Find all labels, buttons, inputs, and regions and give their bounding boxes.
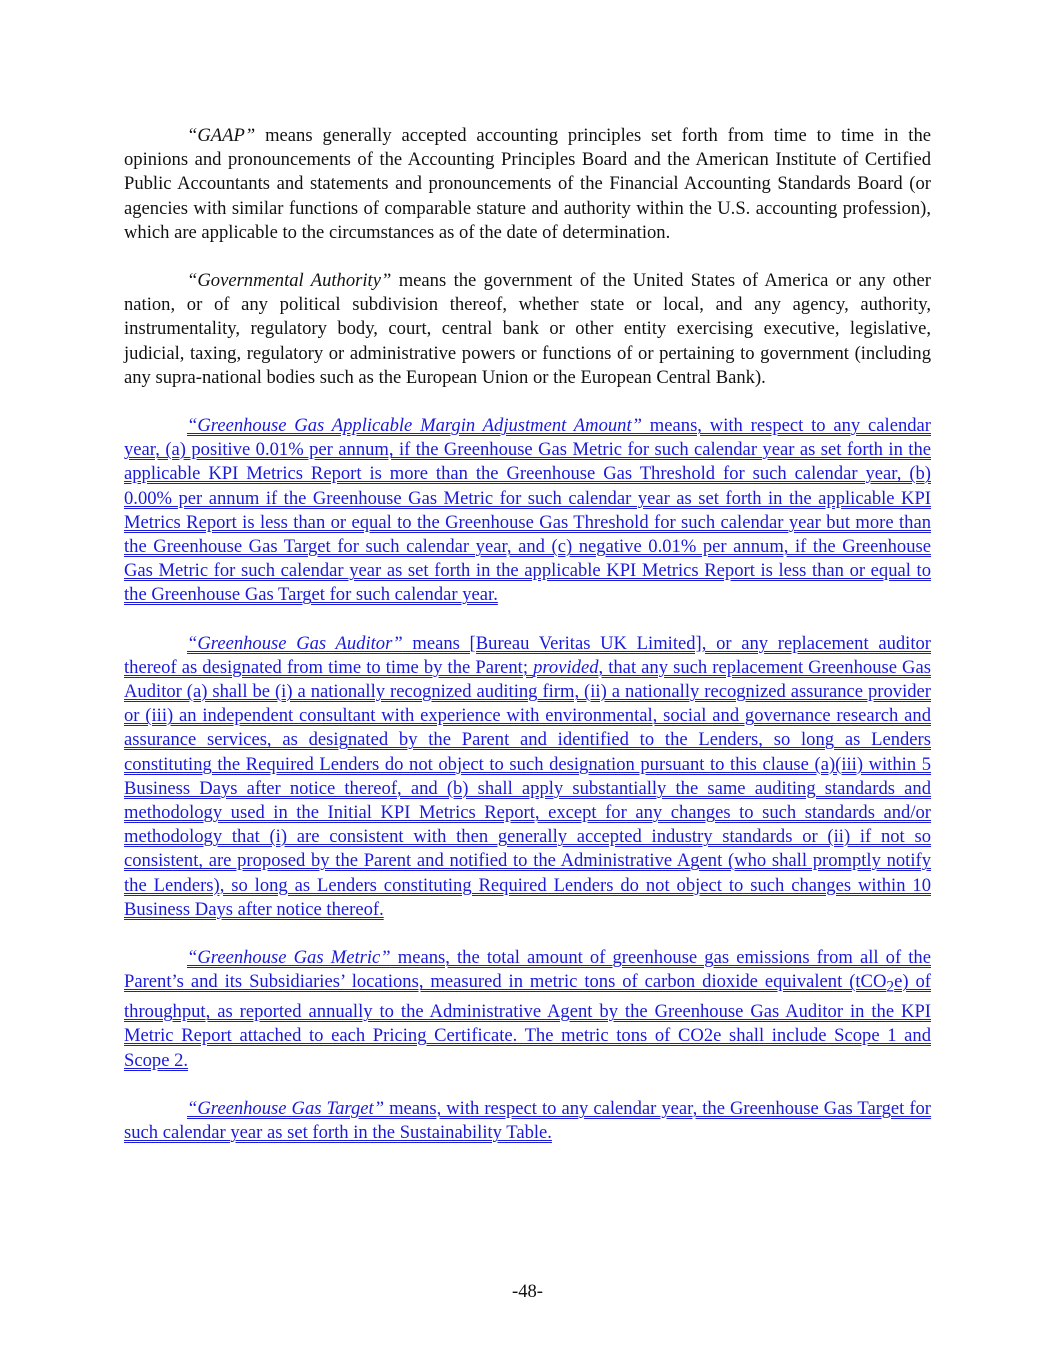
definition-text: means [Bureau Veritas UK Limited], or any replacement auditor thereof as designated from time to time by the Parent; [124, 632, 931, 678]
definition-text: means generally accepted accounting principles set forth from time to time in the opinions and pronouncements of the Accounting Principles Board and the American Institute of Certified Public Accountants and statements and pronouncements of the Financial Accounting Standards Board (or agencies with similar functions of comparable stature and authority within the U.S. accounting profession), which are applicable to the circumstances as of the date of determination. [124, 125, 931, 243]
definition-ghg-metric [124, 946, 931, 1073]
defined-term: “Greenhouse Gas Applicable Margin Adjustment Amount” [187, 415, 642, 437]
definition-text-continued: , that any such replacement Greenhouse Gas Auditor (a) shall be (i) a nationally recognized auditing firm, (ii) a nationally recognized assurance provider or (iii) an independent consultant with experience with environmental, social and governance research and assurance services, as designated by the Parent and identified to the Lenders, so long as Lenders constituting the Required Lenders do not object to such designation pursuant to this clause (a)(iii) within 5 Business Days after notice thereof, and (b) shall apply substantially the same auditing standards and methodology used in the Initial KPI Metrics Report, except for any changes to such standards and/or methodology that (i) are consistent with then generally accepted industry standards or (ii) if not so consistent, are proposed by the Parent and notified to the Administrative Agent (who shall promptly notify the Lenders), so long as Lenders constituting Required Lenders do not object to such changes within 10 Business Days after notice thereof. [124, 656, 931, 920]
definition-governmental-authority [124, 269, 931, 390]
page-number: -48- [512, 1281, 543, 1302]
page-body [124, 124, 931, 1169]
definition-text: means the government of the United States of America or any other nation, or of any political subdivision thereof, whether state or local, and any agency, authority, instrumentality, regulatory body, court, central bank or other entity exercising executive, legislative, judicial, taxing, regulatory or administrative powers or functions of or pertaining to government (including any supra-national bodies such as the European Union or the European Central Bank). [124, 270, 931, 388]
definition-ghg-margin-adjustment [124, 414, 931, 608]
definition-gaap [124, 124, 931, 245]
definition-ghg-target [124, 1097, 931, 1145]
definition-text: means, with respect to any calendar year, the Greenhouse Gas Target for such calendar year as set forth in the Sustainability Table. [124, 1097, 932, 1144]
defined-term: “Governmental Authority” [187, 270, 392, 292]
definition-ghg-auditor [124, 632, 931, 922]
definition-text: means, the total amount of greenhouse gas emissions from all of the Parent’s and its Subsidiaries’ locations, measured in metric tons of carbon dioxide equivalent (tCO [124, 947, 931, 993]
definition-text: means, with respect to any calendar year, (a) positive 0.01% per annum, if the Greenhouse Gas Metric for such calendar year as set forth in the applicable KPI Metrics Report is more than the Greenhouse Gas Threshold for such calendar year, (b) 0.00% per annum if the Greenhouse Gas Metric for such calendar year as set forth in the applicable KPI Metrics Report is less than or equal to the Greenhouse Gas Threshold for such calendar year but more than the Greenhouse Gas Target for such calendar year, and (c) negative 0.01% per annum, if the Greenhouse Gas Metric for such calendar year as set forth in the applicable KPI Metrics Report is less than or equal to the Greenhouse Gas Target for such calendar year. [124, 415, 931, 606]
defined-term: “Greenhouse Gas Metric” [187, 947, 391, 969]
defined-term: “Greenhouse Gas Auditor” [187, 632, 403, 654]
provided-word: provided [533, 656, 599, 678]
defined-term: “Greenhouse Gas Target” [187, 1097, 385, 1119]
subscript-two: 2 [886, 979, 895, 997]
defined-term: “GAAP” [187, 125, 256, 146]
definition-text-continued: e) of throughput, as reported annually to the Administrative Agent by the Greenhouse Gas Auditor in the KPI Metric Report attached to each Pricing Certificate. The metric tons of CO2e shall include Scope 1 and Scope 2. [124, 971, 931, 1071]
